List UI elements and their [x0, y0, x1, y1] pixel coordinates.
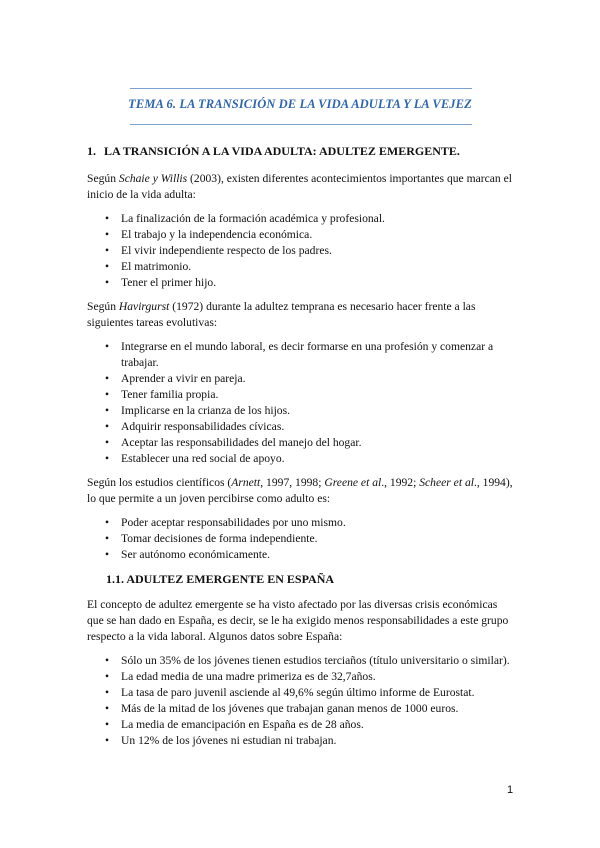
list-item-text: El vivir independiente respecto de los padres. — [121, 244, 332, 257]
list-item-text: Implicarse en la crianza de los hijos. — [121, 404, 291, 417]
bullet-icon: • — [105, 548, 110, 561]
bullet-icon: • — [105, 276, 110, 289]
bullet-icon: • — [105, 718, 110, 731]
list-item-text: Tener familia propia. — [121, 388, 219, 401]
list-item — [87, 733, 515, 749]
list-item — [87, 227, 515, 243]
bullet-icon: • — [105, 388, 110, 401]
header-rule-bottom — [130, 124, 472, 125]
header-rule-top — [130, 88, 472, 89]
list-item-text: Ser autónomo económicamente. — [121, 548, 271, 561]
document-body — [87, 143, 515, 757]
list-item — [87, 419, 515, 435]
list-item-text: La media de emancipación en España es de 28 años. — [121, 718, 364, 731]
document-title: TEMA 6. LA TRANSICIÓN DE LA VIDA ADULTA Y LA VEJEZ — [128, 97, 472, 111]
paragraph-estudios: Según los estudios científicos (Arnett, 1997, 1998; Greene et al., 1992; Scheer et al., 1994), lo que permite a un joven percibirse como adulto es: — [87, 476, 513, 505]
bullet-icon: • — [105, 734, 110, 747]
paragraph-havirgurst: Según Havirgurst (1972) durante la adultez temprana es necesario hacer frente a las siguientes tareas evolutivas: — [87, 300, 476, 329]
bullet-icon: • — [105, 436, 110, 449]
bullet-icon: • — [105, 404, 110, 417]
list-item — [87, 403, 515, 419]
list-tareas-evolutivas — [87, 339, 515, 467]
list-datos-espana — [87, 653, 515, 749]
list-item — [87, 717, 515, 733]
section-number: 1. — [87, 144, 96, 158]
citation: Greene et al — [324, 476, 382, 489]
list-item — [87, 685, 515, 701]
list-item-text: Sólo un 35% de los jóvenes tienen estudios terciaños (título universitario o similar). — [121, 654, 510, 667]
list-item-text: Integrarse en el mundo laboral, es decir formarse en una profesión y comenzar a trabajar. — [121, 340, 494, 369]
citation: Scheer et al — [419, 476, 474, 489]
section-1-heading — [87, 143, 515, 159]
list-item-text: Establecer una red social de apoyo. — [121, 452, 285, 465]
list-item-text: Poder aceptar responsabilidades por uno mismo. — [121, 516, 346, 529]
list-item — [87, 531, 515, 547]
list-item — [87, 547, 515, 563]
bullet-icon: • — [105, 686, 110, 699]
bullet-icon: • — [105, 670, 110, 683]
list-item-text: La tasa de paro juvenil asciende al 49,6% según último informe de Eurostat. — [121, 686, 475, 699]
bullet-icon: • — [105, 372, 110, 385]
bullet-icon: • — [105, 260, 110, 273]
list-item-text: El trabajo y la independencia económica. — [121, 228, 313, 241]
paragraph-adultez-espana: El concepto de adultez emergente se ha visto afectado por las diversas crisis económicas que se han dado en España, es decir, se le ha exigido menos responsabilidades a este grupo respecto a la vida laboral. Algunos datos sobre España: — [87, 598, 509, 643]
bullet-icon: • — [105, 702, 110, 715]
list-item-text: Tener el primer hijo. — [121, 276, 217, 289]
list-item-text: La finalización de la formación académica y profesional. — [121, 212, 385, 225]
list-item — [87, 515, 515, 531]
bullet-icon: • — [105, 228, 110, 241]
bullet-icon: • — [105, 340, 110, 353]
list-item — [87, 387, 515, 403]
bullet-icon: • — [105, 452, 110, 465]
bullet-icon: • — [105, 516, 110, 529]
list-item-text: Más de la mitad de los jóvenes que trabajan ganan menos de 1000 euros. — [121, 702, 459, 715]
subsection-heading: 1.1. ADULTEZ EMERGENTE EN ESPAÑA — [106, 572, 335, 586]
bullet-icon: • — [105, 212, 110, 225]
page-number: 1 — [507, 784, 514, 796]
bullet-icon: • — [105, 654, 110, 667]
list-item — [87, 243, 515, 259]
list-item — [87, 669, 515, 685]
list-item — [87, 701, 515, 717]
list-item-text: Tomar decisiones de forma independiente. — [121, 532, 318, 545]
list-item — [87, 451, 515, 467]
citation: Arnett — [231, 476, 261, 489]
list-item — [87, 435, 515, 451]
citation: Schaie y Willis — [118, 172, 188, 185]
paragraph-schaie-willis: Según Schaie y Willis (2003), existen diferentes acontecimientos importantes que marcan el inicio de la vida adulta: — [87, 172, 512, 201]
list-acontecimientos — [87, 211, 515, 291]
bullet-icon: • — [105, 244, 110, 257]
bullet-icon: • — [105, 420, 110, 433]
list-item-text: Aceptar las responsabilidades del manejo del hogar. — [121, 436, 362, 449]
list-item — [87, 371, 515, 387]
list-adulto — [87, 515, 515, 563]
list-item-text: La edad media de una madre primeriza es de 32,7años. — [121, 670, 376, 683]
citation: Havirgurst — [118, 300, 170, 313]
list-item — [87, 653, 515, 669]
list-item — [87, 339, 515, 371]
list-item — [87, 211, 515, 227]
list-item-text: El matrimonio. — [121, 260, 192, 273]
list-item — [87, 259, 515, 275]
list-item-text: Aprender a vivir en pareja. — [121, 372, 246, 385]
list-item-text: Un 12% de los jóvenes ni estudian ni trabajan. — [121, 734, 337, 747]
list-item-text: Adquirir responsabilidades cívicas. — [121, 420, 285, 433]
bullet-icon: • — [105, 532, 110, 545]
list-item — [87, 275, 515, 291]
section-title: LA TRANSICIÓN A LA VIDA ADULTA: ADULTEZ EMERGENTE. — [104, 144, 460, 158]
